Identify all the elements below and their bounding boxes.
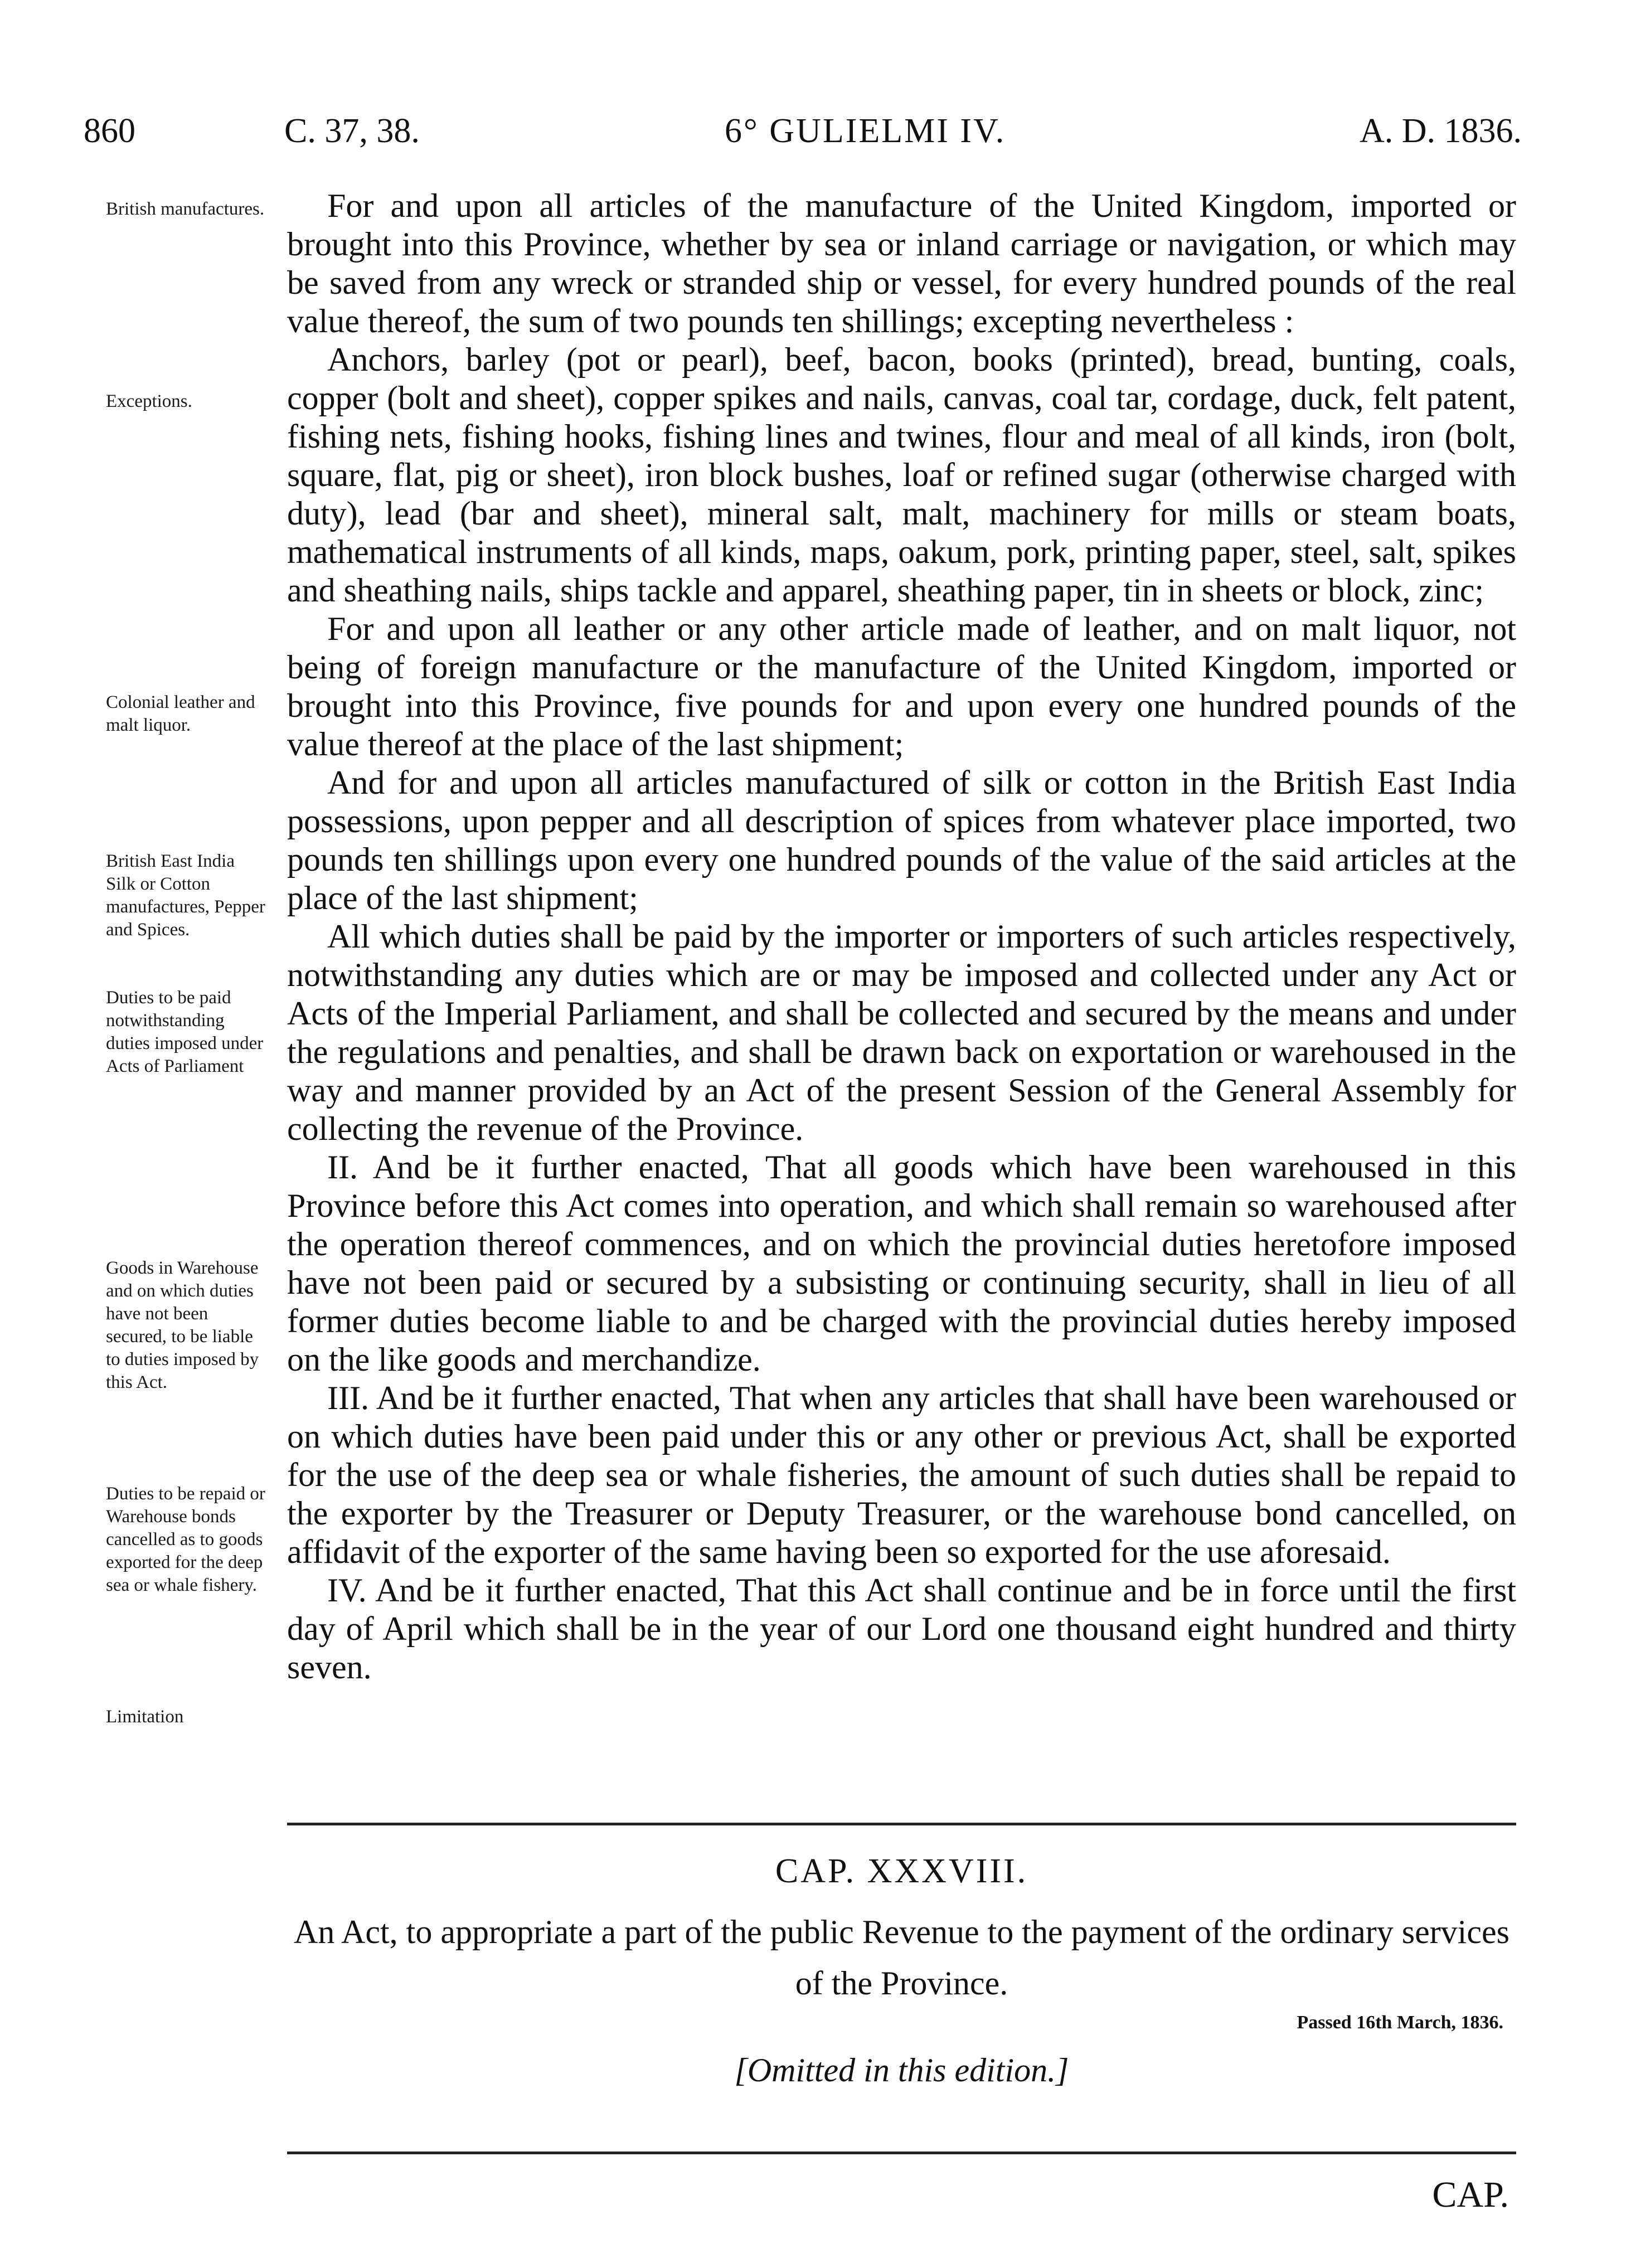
margin-note: Colonial leather and malt liquor. bbox=[106, 692, 255, 735]
regnal-year: 6° GULIELMI IV. bbox=[725, 112, 1006, 150]
margin-note: Exceptions. bbox=[106, 391, 192, 411]
paragraph: For and upon all leather or any other article made of leather, and on malt liquor, not being of foreign manufacture or the manufacture of the United Kingdom, imported or brought into this Province, five pounds for and upon every one hundred pounds of the value thereof at the place of the last shipment; bbox=[287, 610, 1516, 763]
calendar-year: A. D. 1836. bbox=[1359, 112, 1522, 150]
paragraph: II. And be it further enacted, That all goods which have been warehoused in this Province before this Act comes into operation, and which shall remain so warehoused after the operation thereof commences, and on which the provincial duties heretofore imposed have not been paid or secured by a subsisting or continuing security, shall in lieu of all former duties become liable to and be charged with the provincial duties hereby imposed on the like goods and merchandize. bbox=[287, 1149, 1516, 1378]
catchword: CAP. bbox=[1432, 2174, 1509, 2215]
running-header bbox=[84, 111, 1522, 162]
margin-note: Duties to be repaid or Warehouse bonds cancelled as to goods exported for the deep sea or whale fishery. bbox=[106, 1484, 265, 1595]
paragraph: IV. And be it further enacted, That this Act shall continue and be in force until the first day of April which shall be in the year of our Lord one thousand eight hundred and thirty seven. bbox=[287, 1572, 1516, 1686]
margin-note: British East India Silk or Cotton manufactures, Pepper and Spices. bbox=[106, 851, 265, 940]
paragraph: And for and upon all articles manufactured of silk or cotton in the British East India possessions, upon pepper and all description of spices from whatever place imported, two pounds ten shillings upon every one hundred pounds of the value of the said articles at the place of the last shipment; bbox=[287, 764, 1516, 916]
chapter-reference: C. 37, 38. bbox=[284, 112, 420, 150]
page-number: 860 bbox=[84, 112, 135, 150]
section-divider bbox=[287, 1823, 1516, 1825]
paragraph: All which duties shall be paid by the importer or importers of such articles respectively, notwithstanding any duties which are or may be imposed and collected under any Act or Acts of the Imperial Parliament, and shall be collected and secured by the means and under the regulations and penalties, and shall be drawn back on exportation or warehoused in the way and manner provided by an Act of the present Session of the General Assembly for collecting the revenue of the Province. bbox=[287, 918, 1516, 1147]
footer-divider bbox=[287, 2152, 1516, 2154]
chapter-heading: CAP. XXXVIII. bbox=[775, 1852, 1028, 1890]
paragraph: Anchors, barley (pot or pearl), beef, bacon, books (printed), bread, bunting, coals, copper (bolt and sheet), copper spikes and nails, canvas, coal tar, cordage, duck, felt patent, fishing nets, fishing hooks, fishing lines and twines, flour and meal of all kinds, iron (bolt, square, flat, pig or sheet), iron block bushes, loaf or refined sugar (otherwise charged with duty), lead (bar and sheet), mineral salt, malt, machinery for mills or steam boats, mathematical instruments of all kinds, maps, oakum, pork, printing paper, steel, salt, spikes and sheathing nails, ships tackle and apparel, sheathing paper, tin in sheets or block, zinc; bbox=[287, 341, 1516, 609]
act-title: An Act, to appropriate a part of the public Revenue to the payment of the ordinary services of the Province. bbox=[294, 1914, 1509, 2002]
margin-note: Duties to be paid notwithstanding duties imposed under Acts of Parliament bbox=[106, 988, 264, 1076]
paragraph: For and upon all articles of the manufacture of the United Kingdom, imported or brought into this Province, whether by sea or inland carriage or navigation, or which may be saved from any wreck or stranded ship or vessel, for every hundred pounds of the real value thereof, the sum of two pounds ten shillings; excepting nevertheless : bbox=[287, 187, 1516, 339]
section-one-text bbox=[287, 187, 1516, 1687]
margin-note: British manufactures. bbox=[106, 199, 265, 219]
paragraph: III. And be it further enacted, That when any articles that shall have been warehoused or on which duties have been paid under this or any other or previous Act, shall be exported for the use of the deep sea or whale fisheries, the amount of such duties shall be repaid to the exporter by the Treasurer or Deputy Treasurer, or the warehouse bond cancelled, on affidavit of the exporter of the same having been so exported for the use aforesaid. bbox=[287, 1380, 1516, 1570]
margin-note: Limitation bbox=[106, 1707, 184, 1727]
passed-date: Passed 16th March, 1836. bbox=[1297, 2012, 1503, 2033]
omitted-note: [Omitted in this edition.] bbox=[734, 2052, 1069, 2089]
margin-note: Goods in Warehouse and on which duties have not been secured, to be liable to duties imposed by this Act. bbox=[106, 1258, 259, 1392]
